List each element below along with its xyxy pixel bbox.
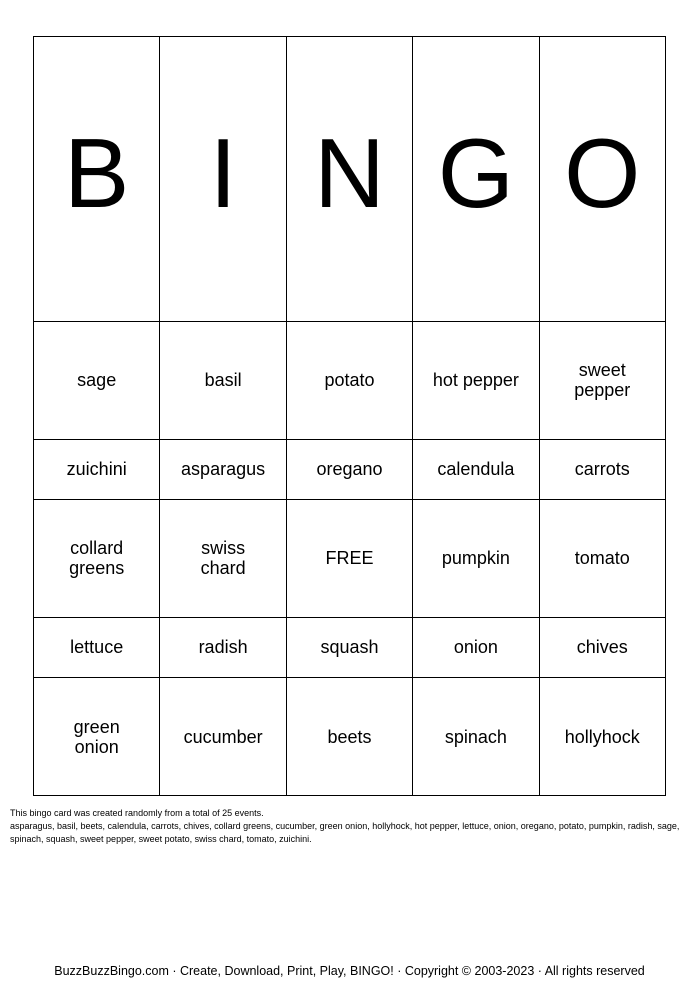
header-letter: I — [209, 117, 237, 228]
bingo-cell: calendula — [413, 439, 539, 499]
header-letter-g — [413, 37, 539, 322]
bingo-cell: basil — [160, 321, 286, 439]
bingo-cell: squash — [286, 617, 412, 677]
bingo-cell: cucumber — [160, 678, 286, 796]
bingo-row-2 — [34, 439, 666, 499]
header-letter-o — [539, 37, 665, 322]
header-letter-b — [34, 37, 160, 322]
bingo-cell: pumpkin — [413, 499, 539, 617]
bingo-cell: beets — [286, 678, 412, 796]
bingo-cell: onion — [413, 617, 539, 677]
footnote-summary: This bingo card was created randomly from a total of 25 events. — [10, 808, 264, 818]
bingo-row-4 — [34, 617, 666, 677]
header-letter: G — [437, 117, 514, 228]
bingo-cell: asparagus — [160, 439, 286, 499]
header-letter: B — [64, 117, 130, 228]
bingo-cell: swiss chard — [160, 499, 286, 617]
bingo-cell: hot pepper — [413, 321, 539, 439]
bingo-cell: radish — [160, 617, 286, 677]
bingo-cell: collard greens — [34, 499, 160, 617]
header-letter-i — [160, 37, 286, 322]
bingo-cell: hollyhock — [539, 678, 665, 796]
bingo-cell: zuichini — [34, 439, 160, 499]
footnote-word-list: asparagus, basil, beets, calendula, carrots, chives, collard greens, cucumber, green onion, hollyhock, hot pepper, lettuce, onion, oregano, potato, pumpkin, radish, sage, spinach, squash, sweet pepper, sweet potato, swiss chard, tomato, zuichini. — [10, 821, 680, 844]
bingo-cell: sage — [34, 321, 160, 439]
copyright-footer: BuzzBuzzBingo.com · Create, Download, Print, Play, BINGO! · Copyright © 2003-2023 · All rights reserved — [54, 964, 645, 978]
free-space-cell: FREE — [286, 499, 412, 617]
header-letter-n — [286, 37, 412, 322]
bingo-cell: spinach — [413, 678, 539, 796]
bingo-card-grid — [33, 36, 666, 796]
bingo-cell: sweet pepper — [539, 321, 665, 439]
bingo-row-5 — [34, 678, 666, 796]
header-letter: N — [314, 117, 385, 228]
bingo-cell: chives — [539, 617, 665, 677]
bingo-cell: tomato — [539, 499, 665, 617]
bingo-header-row — [34, 37, 666, 322]
bingo-row-3 — [34, 499, 666, 617]
bingo-row-1 — [34, 321, 666, 439]
bingo-cell: oregano — [286, 439, 412, 499]
header-letter: O — [564, 117, 641, 228]
bingo-cell: lettuce — [34, 617, 160, 677]
bingo-cell: potato — [286, 321, 412, 439]
card-footnote — [10, 807, 694, 846]
bingo-cell: carrots — [539, 439, 665, 499]
bingo-cell: green onion — [34, 678, 160, 796]
